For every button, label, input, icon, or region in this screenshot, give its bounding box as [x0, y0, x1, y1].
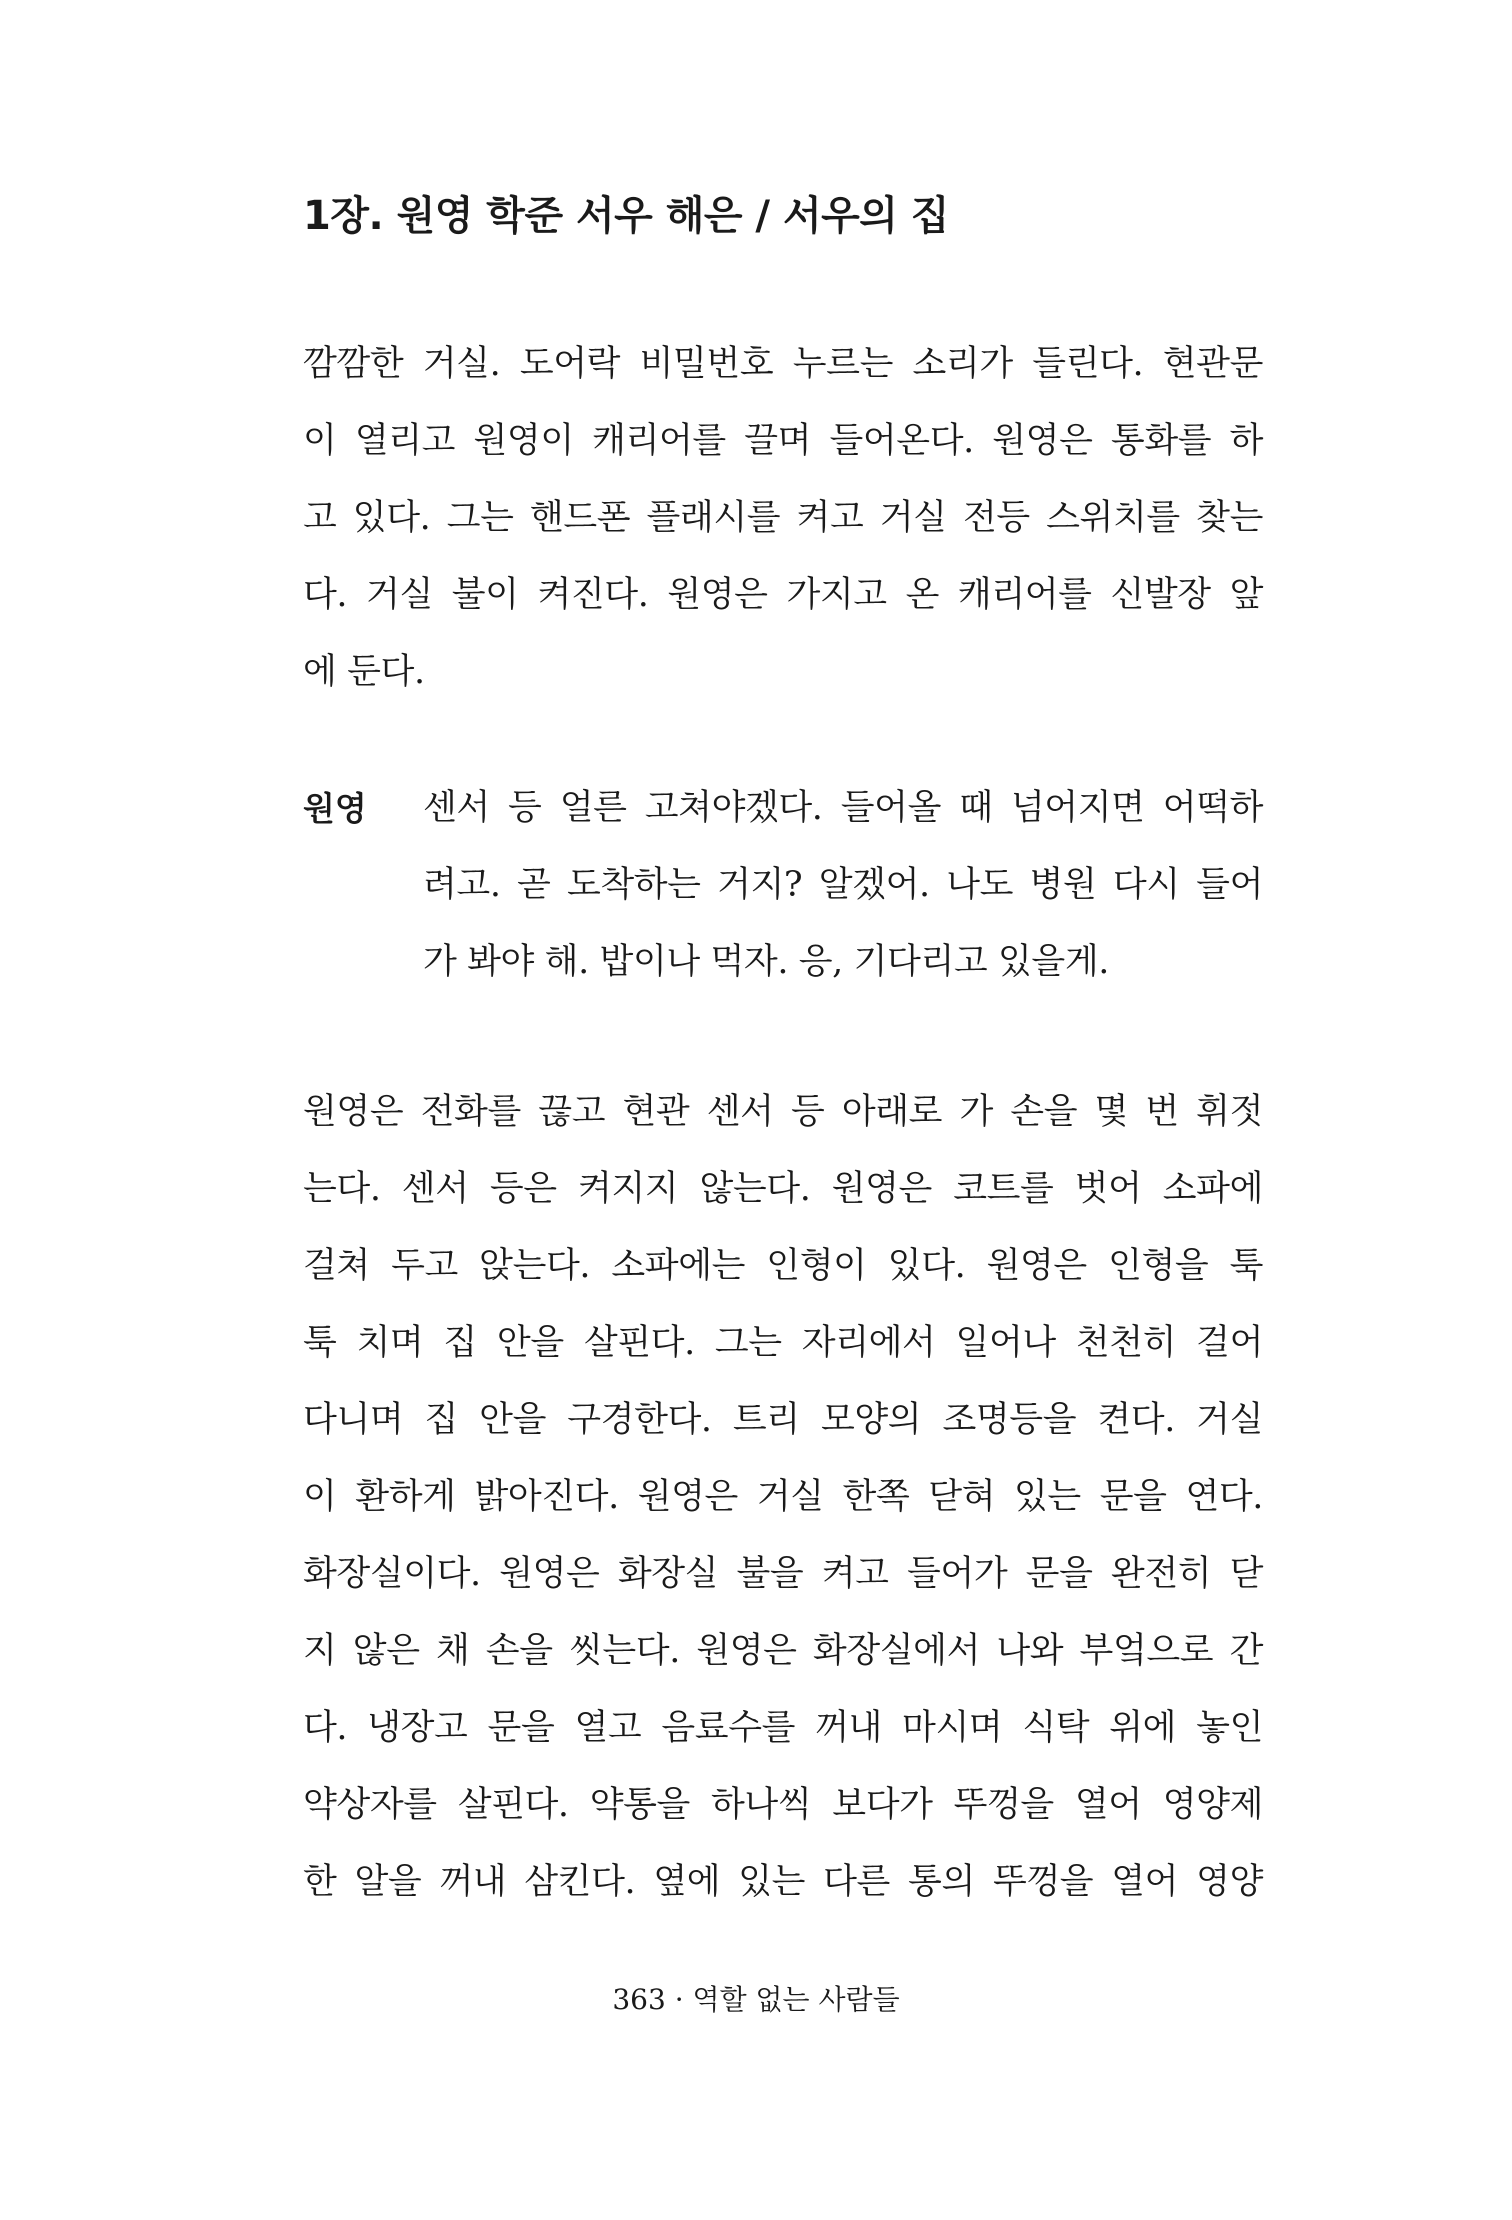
stage-direction-line: 한 알을 꺼내 삼킨다. 옆에 있는 다른 통의 뚜껑을 열어 영양 — [303, 1862, 1263, 1902]
speech-line: 가 봐야 해. 밥이나 먹자. 응, 기다리고 있을게. — [423, 942, 1109, 982]
book-title: 역할 없는 사람들 — [692, 1983, 900, 2016]
stage-direction-line: 다. 냉장고 문을 열고 음료수를 꺼내 마시며 식탁 위에 놓인 — [303, 1708, 1263, 1748]
stage-direction-line: 다. 거실 불이 켜진다. 원영은 가지고 온 캐리어를 신발장 앞 — [303, 575, 1263, 615]
stage-direction-line: 약상자를 살핀다. 약통을 하나씩 보다가 뚜껑을 열어 영양제 — [303, 1785, 1263, 1825]
speaker-name: 원영 — [303, 789, 367, 828]
stage-direction-line: 이 환하게 밝아진다. 원영은 거실 한쪽 닫혀 있는 문을 연다. — [303, 1477, 1263, 1517]
speech-line: 려고. 곧 도착하는 거지? 알겠어. 나도 병원 다시 들어 — [423, 865, 1263, 905]
stage-direction-2 — [303, 1074, 1263, 1921]
stage-direction-1 — [303, 326, 1263, 711]
stage-direction-line: 툭 치며 집 안을 살핀다. 그는 자리에서 일어나 천천히 걸어 — [303, 1323, 1263, 1363]
speech-text — [423, 770, 1263, 1001]
stage-direction-line: 는다. 센서 등은 켜지지 않는다. 원영은 코트를 벗어 소파에 — [303, 1169, 1263, 1209]
page-number: 363 — [612, 1983, 666, 2016]
stage-direction-line: 이 열리고 원영이 캐리어를 끌며 들어온다. 원영은 통화를 하 — [303, 421, 1263, 461]
page-footer — [0, 1980, 1512, 2020]
stage-direction-line: 원영은 전화를 끊고 현관 센서 등 아래로 가 손을 몇 번 휘젓 — [303, 1092, 1263, 1132]
scene-title: 1장. 원영 학준 서우 해은 / 서우의 집 — [303, 193, 949, 239]
stage-direction-line: 고 있다. 그는 핸드폰 플래시를 켜고 거실 전등 스위치를 찾는 — [303, 498, 1263, 538]
stage-direction-line: 다니며 집 안을 구경한다. 트리 모양의 조명등을 켠다. 거실 — [303, 1400, 1263, 1440]
stage-direction-line: 걸쳐 두고 앉는다. 소파에는 인형이 있다. 원영은 인형을 툭 — [303, 1246, 1263, 1286]
stage-direction-line: 지 않은 채 손을 씻는다. 원영은 화장실에서 나와 부엌으로 간 — [303, 1631, 1263, 1671]
stage-direction-line: 깜깜한 거실. 도어락 비밀번호 누르는 소리가 들린다. 현관문 — [303, 344, 1263, 384]
speech-line: 센서 등 얼른 고쳐야겠다. 들어올 때 넘어지면 어떡하 — [423, 788, 1263, 828]
stage-direction-line: 에 둔다. — [303, 652, 425, 692]
footer-separator: · — [674, 1983, 684, 2016]
stage-direction-line: 화장실이다. 원영은 화장실 불을 켜고 들어가 문을 완전히 닫 — [303, 1554, 1263, 1594]
